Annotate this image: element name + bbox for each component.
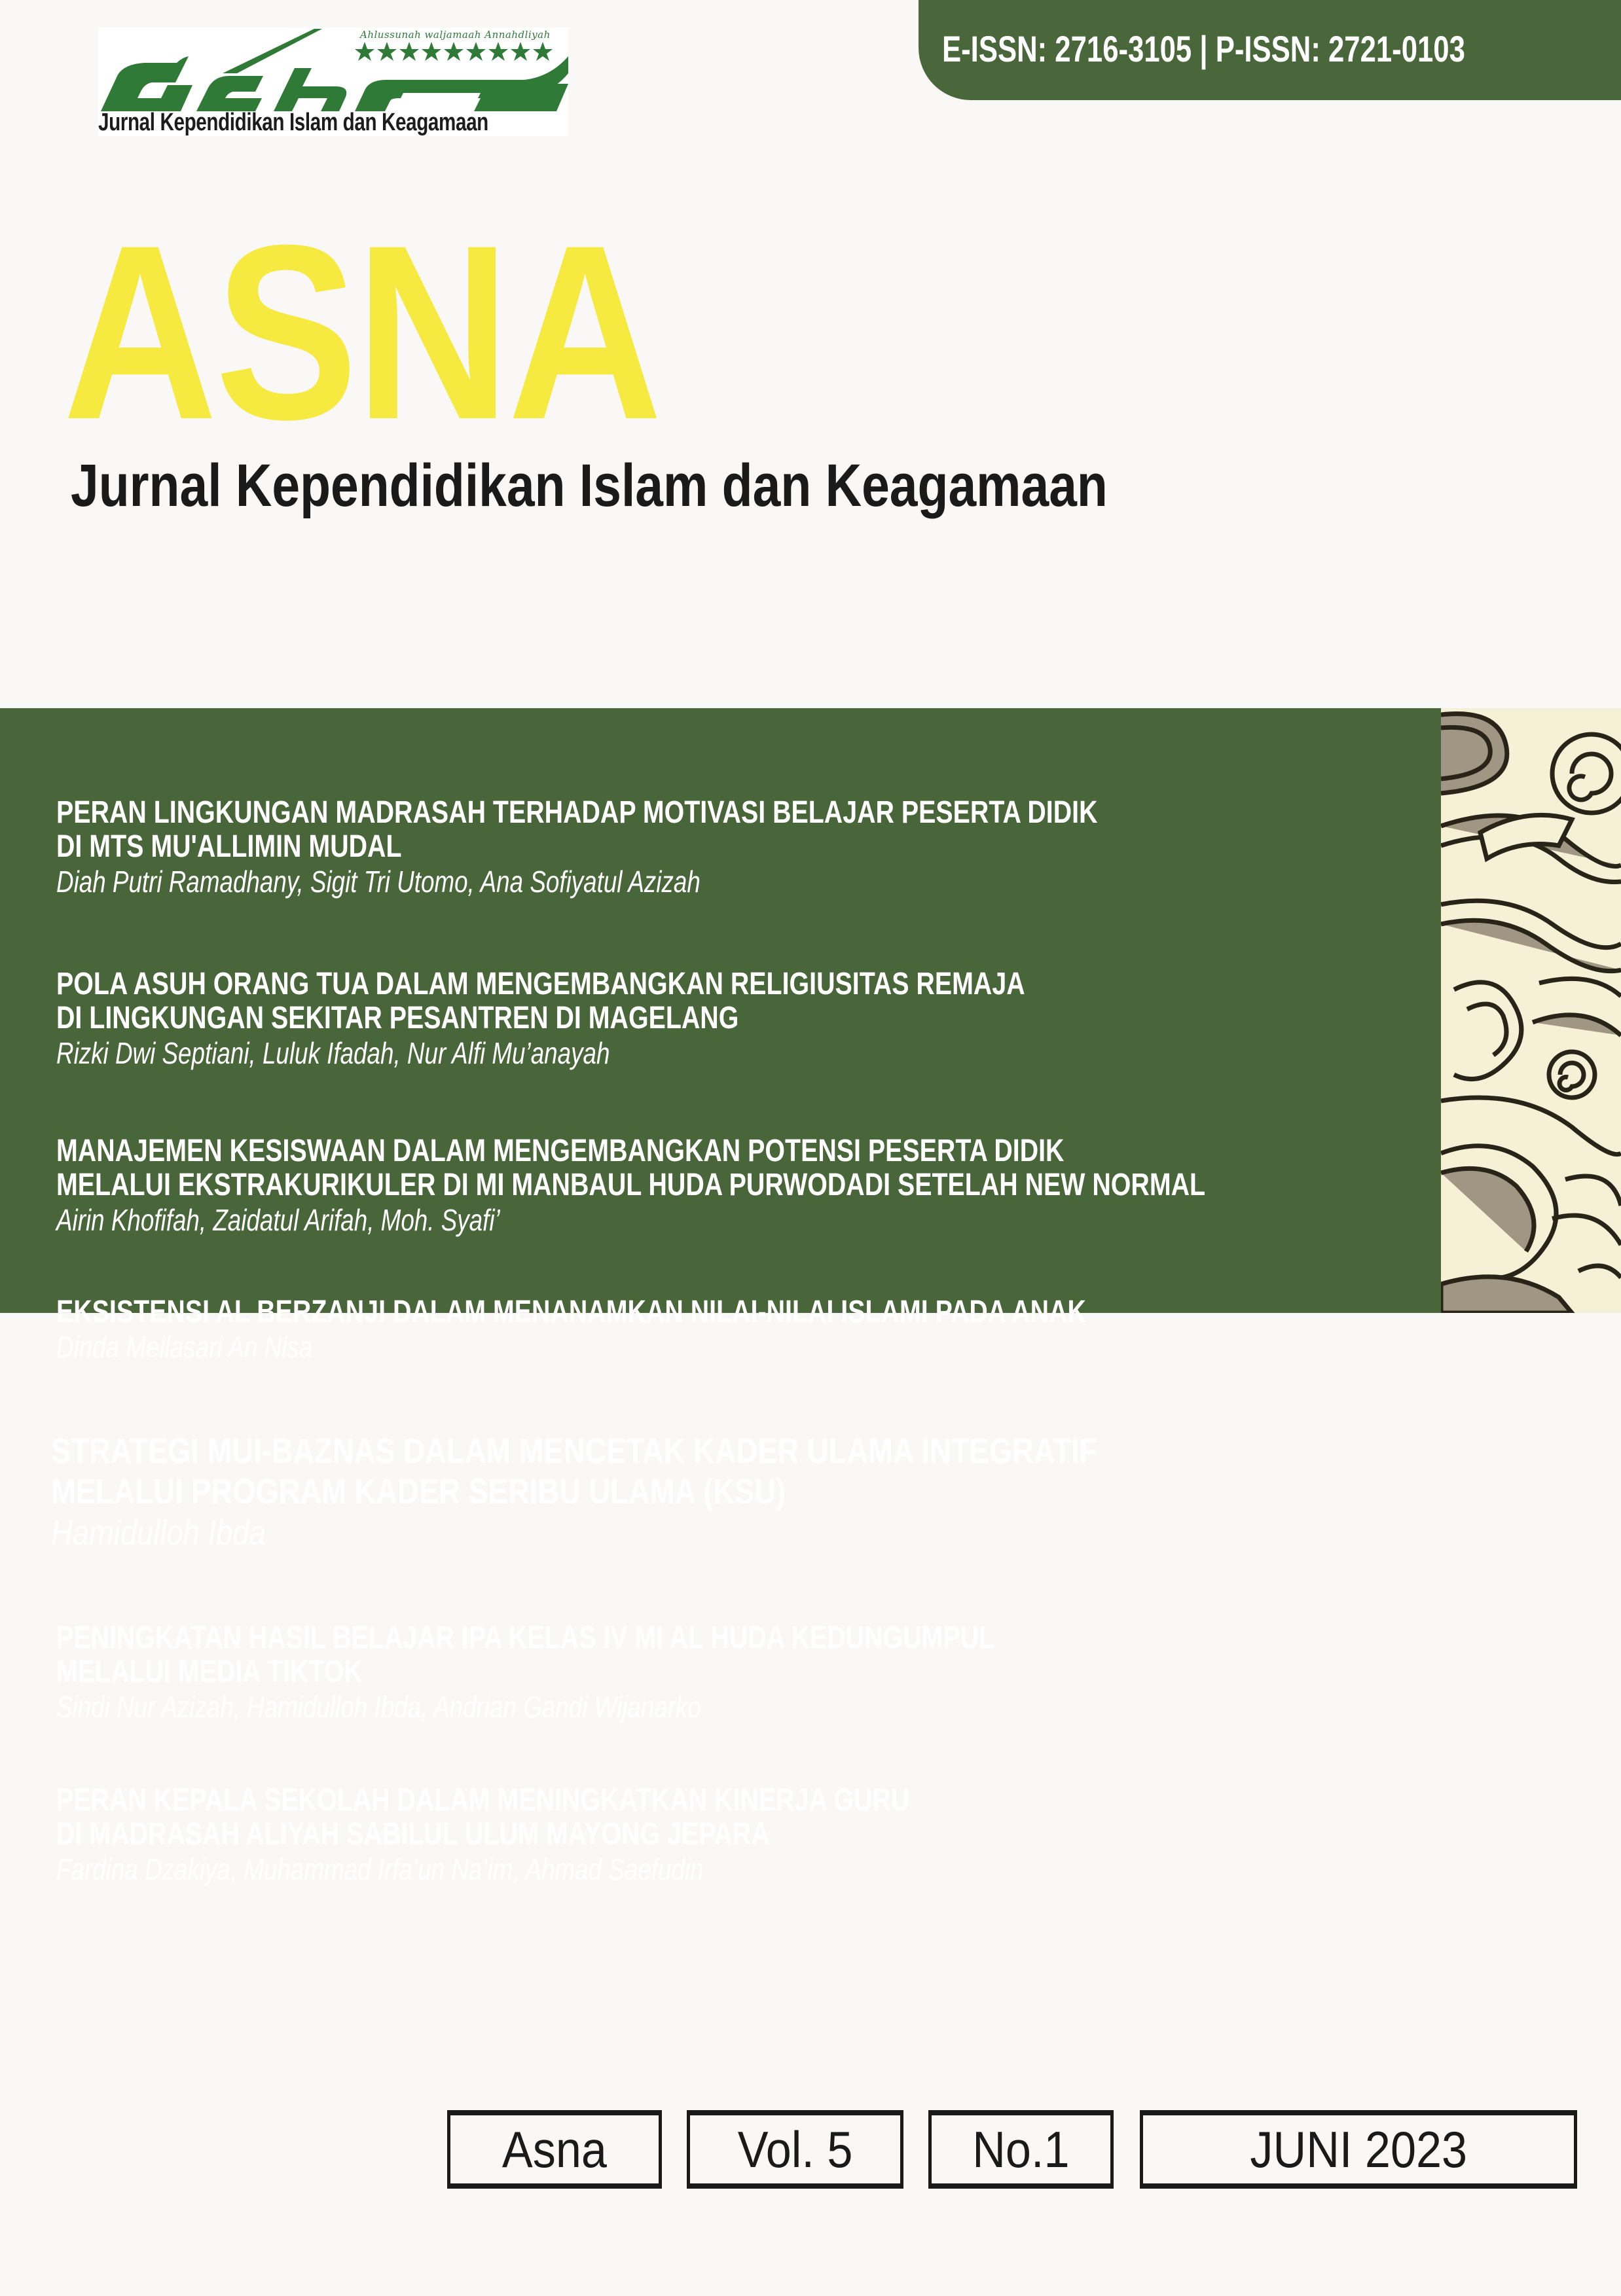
article-item[interactable] (56, 1295, 1312, 1364)
article-title-line: MELALUI PROGRAM KADER SERIBU ULAMA (KSU) (51, 1472, 786, 1511)
article-authors: Hamidulloh Ibda (51, 1513, 266, 1552)
logo-subtitle: Jurnal Kependidikan Islam dan Keagamaan (98, 109, 488, 136)
volume-box (687, 2110, 903, 2189)
article-title-line: DI LINGKUNGAN SEKITAR PESANTREN DI MAGELANG (56, 1001, 739, 1035)
issue-number-box (928, 2110, 1114, 2189)
journal-name: Asna (501, 2120, 608, 2178)
article-item[interactable] (51, 1431, 1297, 1553)
volume: Vol. 5 (737, 2120, 853, 2178)
article-title-line: MELALUI EKSTRAKURIKULER DI MI MANBAUL HUDA PURWODADI SETELAH NEW NORMAL (56, 1168, 1206, 1202)
article-item[interactable] (56, 1784, 1097, 1886)
journal-title: ASNA (63, 193, 661, 471)
article-title-line: PERAN LINGKUNGAN MADRASAH TERHADAP MOTIVASI BELAJAR PESERTA DIDIK (56, 795, 1098, 830)
article-authors: Dinda Meilasari An Nisa (56, 1330, 313, 1364)
article-title-line: EKSISTENSI AL BERZANJI DALAM MENANAMKAN NILAI-NILAI ISLAMI PADA ANAK (56, 1295, 1086, 1329)
article-title-line: MANAJEMEN KESISWAAN DALAM MENGEMBANGKAN POTENSI PESERTA DIDIK (56, 1134, 1065, 1168)
issn-text: E-ISSN: 2716-3105 | P-ISSN: 2721-0103 (942, 28, 1465, 69)
issue-number: No.1 (972, 2120, 1070, 2178)
article-authors: Fardina Dzakiya, Muhammad Irfa’un Na’im, Ahmad Saefudin (56, 1852, 704, 1886)
stars-row-icon (355, 42, 553, 61)
article-title-line: PERAN KEPALA SEKOLAH DALAM MENINGKATKAN KINERJA GURU (56, 1783, 910, 1818)
logo-tagline: Ahlussunah waljamaah Annahdliyah (360, 29, 551, 41)
article-title-line: STRATEGI MUI-BAZNAS DALAM MENCETAK KADER ULAMA INTEGRATIF (51, 1431, 1098, 1471)
article-authors: Diah Putri Ramadhany, Sigit Tri Utomo, Ana Sofiyatul Azizah (56, 865, 701, 899)
publication-date-box (1140, 2110, 1577, 2189)
issn-badge (919, 0, 1621, 100)
article-item[interactable] (56, 967, 1237, 1070)
article-title-line: PENINGKATAN HASIL BELAJAR IPA KELAS IV MI AL HUDA KEDUNGUMPUL (56, 1621, 995, 1655)
article-item[interactable] (56, 796, 1326, 899)
decorative-batik-pattern (1441, 708, 1621, 1313)
article-item[interactable] (56, 1134, 1457, 1237)
table-of-contents-panel (0, 708, 1441, 1886)
article-authors: Rizki Dwi Septiani, Luluk Ifadah, Nur Alfi Mu’anayah (56, 1036, 610, 1070)
article-authors: Airin Khofifah, Zaidatul Arifah, Moh. Syafi’ (56, 1203, 500, 1237)
ornament-pattern-icon (1441, 708, 1621, 1313)
article-title-line: POLA ASUH ORANG TUA DALAM MENGEMBANGKAN RELIGIUSITAS REMAJA (56, 967, 1025, 1001)
publication-date: JUNI 2023 (1250, 2120, 1467, 2178)
journal-name-box (447, 2110, 662, 2189)
journal-subtitle: Jurnal Kependidikan Islam dan Keagamaan (71, 452, 1108, 519)
article-title-line: DI MTS MU'ALLIMIN MUDAL (56, 829, 402, 864)
article-title-line: DI MADRASAH ALIYAH SABILUL ULUM MAYONG JEPARA (56, 1817, 770, 1852)
article-item[interactable] (56, 1621, 1201, 1724)
article-title-line: MELALUI MEDIA TIKTOK (56, 1655, 363, 1689)
article-authors: Sindi Nur Azizah, Hamidulloh Ibda, Andrian Gandi Wijanarko (56, 1690, 701, 1724)
journal-logo (98, 27, 568, 136)
